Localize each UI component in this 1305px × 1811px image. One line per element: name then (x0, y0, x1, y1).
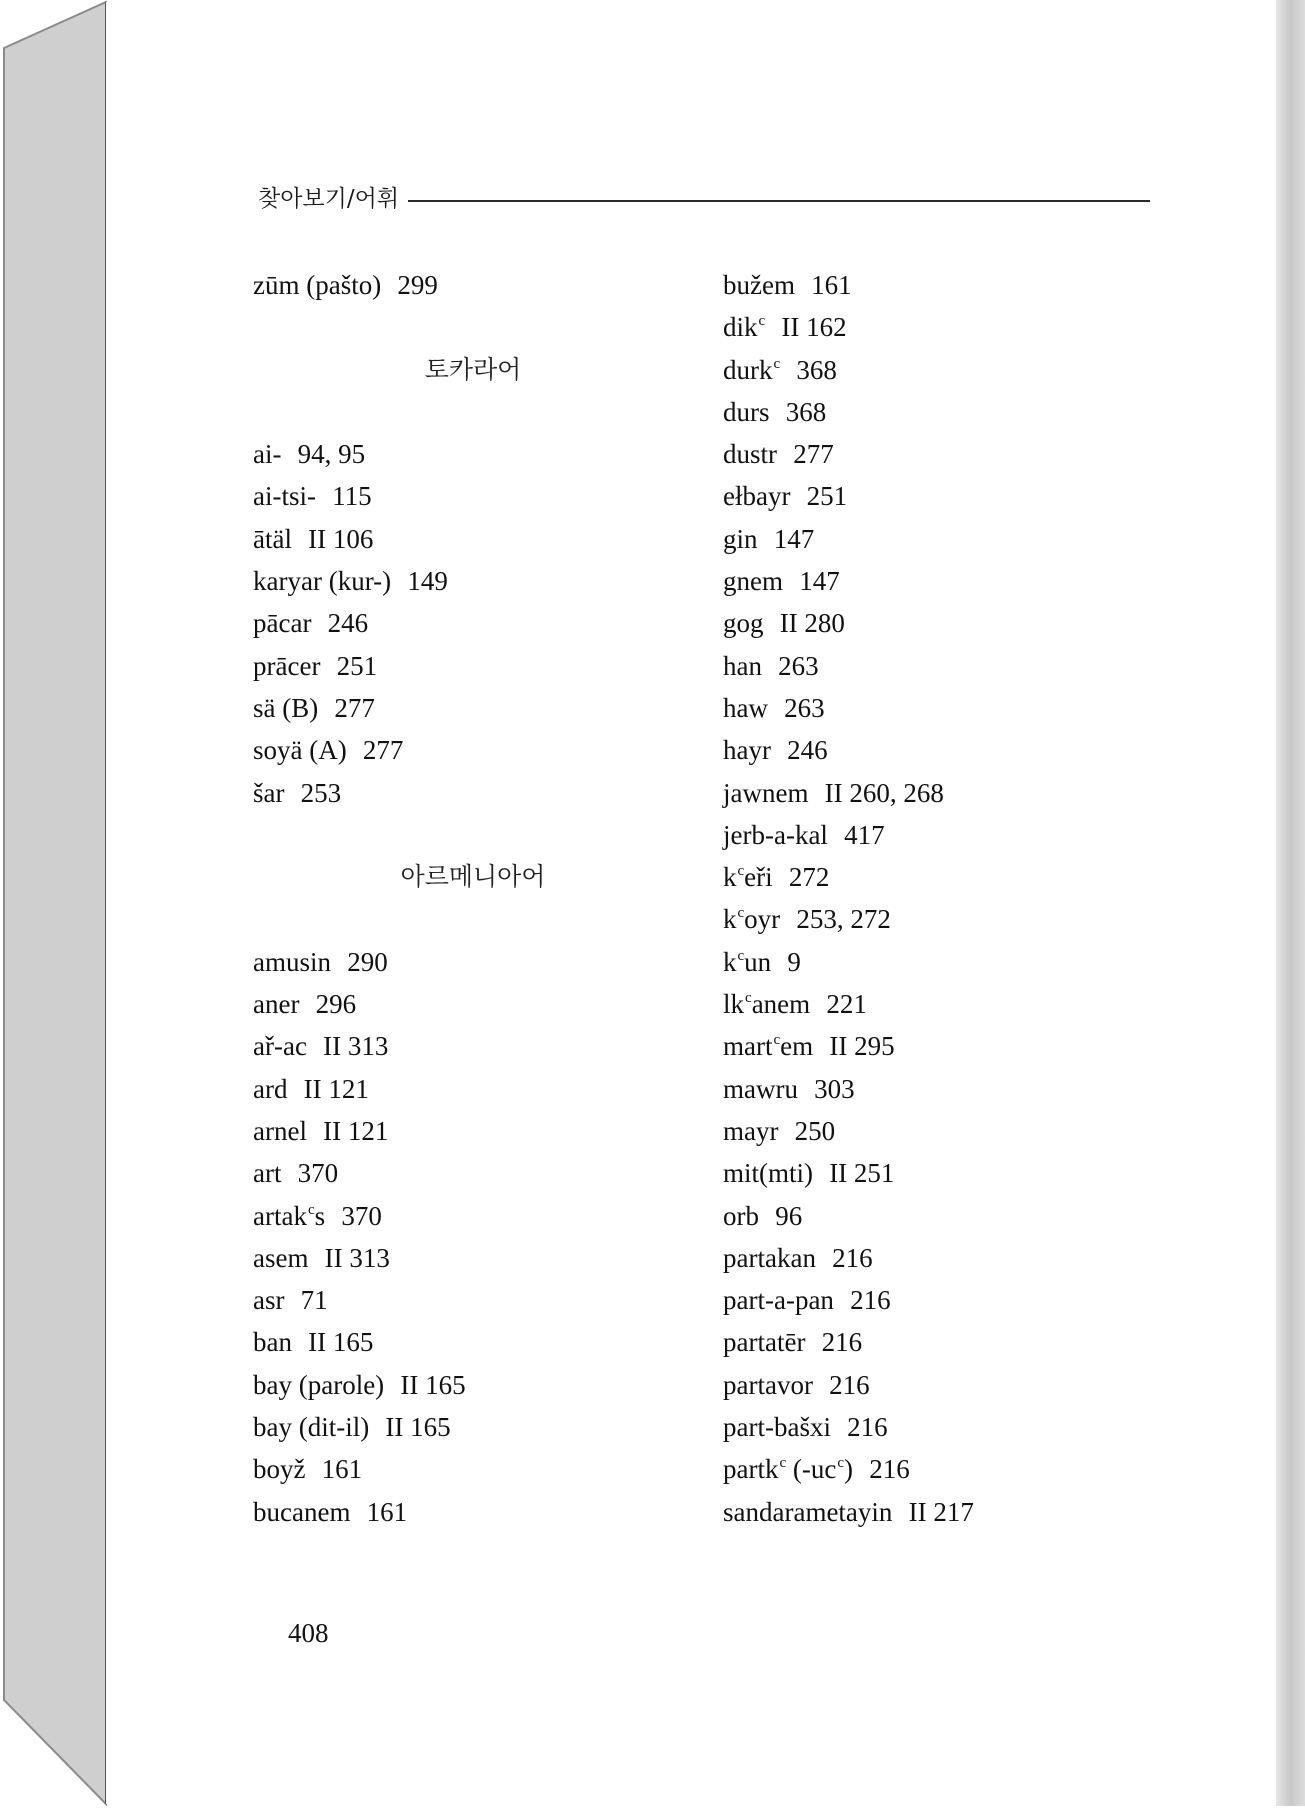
index-entry (723, 1321, 1163, 1363)
page-reference: 149 (407, 566, 448, 597)
entry-word (723, 270, 795, 300)
entry-word (723, 778, 808, 808)
entry-word-text: soyä (A) (253, 735, 347, 766)
superscript-mark: c (837, 1455, 845, 1472)
index-entry (723, 560, 1163, 602)
page-reference: 161 (321, 1454, 363, 1485)
superscript-mark: c (307, 1201, 315, 1218)
index-entry (723, 1152, 1163, 1194)
entry-word-tail: em (780, 1031, 814, 1062)
page-reference: 417 (844, 819, 885, 850)
index-entry (253, 1110, 693, 1152)
entry-word (723, 904, 780, 934)
index-entry (253, 518, 693, 560)
entry-word (253, 1116, 307, 1146)
index-entry (253, 264, 693, 306)
entry-word (723, 989, 810, 1019)
entry-word-text: partk (723, 1454, 779, 1485)
entry-word-text: bucanem (253, 1496, 351, 1527)
entry-word-tail: s (314, 1200, 326, 1231)
entry-word (723, 439, 777, 469)
index-entry (723, 1195, 1163, 1237)
entry-word-text: gog (723, 608, 764, 639)
page-reference: 94, 95 (297, 439, 366, 470)
page-reference: 299 (397, 270, 438, 300)
entry-word (723, 397, 770, 427)
index-entry (253, 772, 693, 814)
index-entry (723, 264, 1163, 306)
index-entry (723, 856, 1163, 898)
index-entry (723, 1025, 1163, 1067)
blank-line (253, 814, 693, 856)
index-entry (253, 433, 693, 475)
index-entry (723, 475, 1163, 517)
index-entry (253, 729, 693, 771)
page-reference: II 165 (400, 1369, 466, 1400)
entry-word (253, 1243, 308, 1273)
index-entry (723, 729, 1163, 771)
index-entry (723, 1448, 1163, 1490)
index-entry (253, 1491, 693, 1533)
entry-word (253, 989, 299, 1019)
index-entry (253, 983, 693, 1025)
page-reference: 147 (799, 566, 840, 597)
index-entry (723, 941, 1163, 983)
page-reference: 216 (847, 1412, 888, 1443)
index-entry (723, 602, 1163, 644)
page-reference: 303 (814, 1073, 855, 1104)
page-reference: II 260, 268 (824, 777, 944, 808)
page-reference: 216 (821, 1327, 863, 1358)
entry-word-tail: (-uc (786, 1454, 837, 1485)
entry-word-text: ard (253, 1073, 288, 1104)
entry-word (253, 1158, 281, 1188)
entry-word-text: part-bašxi (723, 1412, 831, 1443)
page-right-edge (1276, 0, 1305, 1806)
entry-word-tail: un (744, 946, 772, 977)
page-reference: 216 (869, 1454, 910, 1485)
page-reference: II 313 (324, 1242, 390, 1273)
page-reference: II 217 (908, 1496, 974, 1527)
page-number: 408 (288, 1618, 329, 1648)
index-entry (723, 814, 1163, 856)
entry-word-text: ełbayr (723, 481, 791, 512)
entry-word-text: bay (dit-il) (253, 1412, 370, 1443)
page-reference: 251 (336, 650, 378, 681)
entry-word (253, 1031, 307, 1061)
page-reference: 216 (832, 1242, 873, 1273)
index-entry (253, 1364, 693, 1406)
entry-word-text: lk (723, 989, 745, 1020)
page-reference: 221 (826, 989, 867, 1020)
entry-word-text: dustr (723, 439, 777, 470)
index-entry (253, 1152, 693, 1194)
entry-word (253, 1370, 384, 1400)
index-entry (253, 1448, 693, 1490)
page-reference: 253, 272 (796, 904, 891, 935)
entry-word-text: partavor (723, 1369, 813, 1400)
entry-word-text: durk (723, 354, 773, 385)
entry-word-text: partakan (723, 1242, 816, 1273)
entry-word-text: part-a-pan (723, 1285, 834, 1316)
entry-word-text: šar (253, 777, 285, 808)
header-rule (408, 200, 1150, 202)
entry-word-text: k (723, 862, 737, 893)
entry-word (253, 270, 381, 300)
entry-word-text: hayr (723, 735, 771, 766)
entry-word-text: boyž (253, 1454, 306, 1485)
page-reference: 296 (315, 989, 357, 1020)
entry-word (723, 1454, 853, 1484)
entry-word-text: ātäl (253, 523, 292, 554)
entry-word-text: artak (253, 1200, 307, 1231)
page-reference: II 106 (308, 523, 374, 554)
page-reference: 9 (787, 946, 801, 977)
entry-word (253, 947, 331, 977)
entry-word-text: mart (723, 1031, 773, 1062)
entry-word-text: sandarametayin (723, 1496, 893, 1527)
running-header (258, 180, 1150, 220)
blank-line (253, 306, 693, 348)
page-reference: 253 (300, 777, 342, 808)
entry-word-tail: eři (744, 862, 773, 893)
page-reference: 246 (327, 608, 369, 639)
page-reference: II 251 (829, 1158, 895, 1189)
entry-word (723, 312, 765, 342)
entry-word-text: asr (253, 1285, 285, 1316)
entry-word-text: partatēr (723, 1327, 806, 1358)
entry-word (253, 651, 320, 681)
entry-word (253, 1412, 369, 1442)
superscript-mark: c (773, 355, 781, 372)
entry-word (723, 1031, 813, 1061)
index-entry (723, 1364, 1163, 1406)
superscript-mark: c (745, 990, 752, 1007)
index-entry (723, 1491, 1163, 1533)
entry-word (723, 1412, 831, 1442)
entry-word (253, 778, 284, 808)
entry-word-text: jerb-a-kal (723, 819, 828, 850)
page-reference: II 121 (323, 1115, 389, 1146)
index-entry (723, 306, 1163, 348)
page-reference: 277 (334, 692, 375, 723)
page-reference: 263 (778, 650, 819, 681)
entry-word (723, 862, 773, 892)
index-entry (723, 518, 1163, 560)
entry-word-text: bay (parole) (253, 1369, 385, 1400)
entry-word (723, 1116, 778, 1146)
entry-word-text: bužem (723, 270, 795, 300)
page-reference: 290 (347, 946, 388, 977)
entry-word-text: gin (723, 523, 758, 554)
index-entry (723, 645, 1163, 687)
page-reference: 216 (829, 1369, 870, 1400)
entry-word (723, 566, 783, 596)
entry-word-text: art (253, 1158, 282, 1189)
entry-word-text: orb (723, 1200, 759, 1231)
page-reference: II 280 (779, 608, 845, 639)
index-entry (253, 1068, 693, 1110)
entry-word (253, 693, 318, 723)
index-entry (253, 1195, 693, 1237)
blank-line (253, 391, 693, 433)
entry-word (253, 735, 347, 765)
index-entry (253, 645, 693, 687)
entry-word-text: arnel (253, 1115, 307, 1146)
index-column-left (253, 264, 693, 1533)
entry-word (253, 524, 292, 554)
section-heading: 토카라어 (424, 354, 522, 384)
entry-word-text: sä (B) (253, 692, 319, 723)
index-entry (723, 349, 1163, 391)
page-reference: 277 (793, 439, 834, 470)
page-reference: II 121 (303, 1073, 369, 1104)
superscript-mark: c (758, 313, 766, 330)
superscript-mark: c (779, 1455, 787, 1472)
entry-word (723, 1327, 805, 1357)
entry-word-text: zūm (pašto) (253, 270, 382, 300)
index-entry (723, 391, 1163, 433)
page-reference: 277 (362, 735, 404, 766)
entry-word (723, 1497, 892, 1527)
entry-word-text: gnem (723, 566, 783, 597)
entry-word (723, 1285, 834, 1315)
entry-word-text: ař-ac (253, 1031, 307, 1062)
entry-word-text: han (723, 650, 762, 681)
index-entry (253, 602, 693, 644)
entry-word-text: durs (723, 396, 770, 427)
entry-word (723, 1074, 798, 1104)
index-entry (723, 433, 1163, 475)
index-entry (253, 1025, 693, 1067)
page-reference: 216 (850, 1285, 891, 1316)
index-entry (723, 772, 1163, 814)
index-entry (723, 1068, 1163, 1110)
entry-word-text: amusin (253, 946, 331, 977)
index-entry (253, 475, 693, 517)
entry-word (253, 608, 311, 638)
page-reference: 251 (806, 481, 848, 512)
entry-word-text: dik (723, 312, 758, 343)
page-reference: 272 (788, 862, 830, 893)
entry-word (253, 1201, 325, 1231)
page-reference: 161 (811, 270, 852, 300)
page-reference: 370 (341, 1200, 382, 1231)
entry-word (253, 481, 316, 511)
index-entry (253, 560, 693, 602)
entry-word (723, 608, 764, 638)
entry-word-text: k (723, 904, 737, 935)
entry-word-text: aner (253, 989, 300, 1020)
superscript-mark: c (773, 1032, 781, 1049)
page-reference: 96 (775, 1200, 803, 1231)
page-reference: II 162 (781, 312, 847, 343)
entry-word (253, 566, 391, 596)
page-reference: II 295 (829, 1031, 895, 1062)
index-entry (253, 687, 693, 729)
header-title: 찾아보기/어휘 (258, 186, 400, 212)
entry-word-text: k (723, 946, 737, 977)
entry-word-text: ban (253, 1327, 292, 1358)
entry-word-text: ai- (253, 439, 282, 470)
entry-word (253, 1074, 287, 1104)
entry-word-text: haw (723, 692, 768, 723)
entry-word (723, 1201, 759, 1231)
entry-word (723, 735, 771, 765)
entry-word-text: mawru (723, 1073, 798, 1104)
entry-word (723, 355, 780, 385)
entry-word-text: karyar (kur-) (253, 566, 392, 597)
index-entry (253, 1321, 693, 1363)
page-reference: 370 (297, 1158, 339, 1189)
entry-word (253, 1454, 305, 1484)
entry-word-text: jawnem (723, 777, 809, 808)
entry-word (253, 1497, 350, 1527)
page-reference: II 313 (323, 1031, 389, 1062)
page-reference: 263 (784, 692, 825, 723)
index-entry (723, 898, 1163, 940)
entry-word (723, 820, 828, 850)
page-reference: 368 (796, 354, 837, 385)
entry-word-text: mit(mti) (723, 1158, 813, 1189)
index-column-right (723, 264, 1163, 1533)
entry-word (253, 439, 281, 469)
page-reference: 250 (794, 1115, 836, 1146)
index-entry (253, 1237, 693, 1279)
entry-word-text: asem (253, 1242, 309, 1273)
index-entry (723, 1406, 1163, 1448)
entry-word (723, 693, 768, 723)
superscript-mark: c (737, 905, 745, 922)
superscript-mark: c (737, 863, 745, 880)
section-heading: 아르메니아어 (400, 862, 546, 892)
page-reference: II 165 (308, 1327, 374, 1358)
entry-word (723, 1243, 816, 1273)
entry-word-text: prācer (253, 650, 321, 681)
index-entry (723, 1110, 1163, 1152)
index-entry (723, 1237, 1163, 1279)
blank-line (253, 898, 693, 940)
entry-word (723, 1158, 813, 1188)
entry-word (723, 524, 758, 554)
index-entry (723, 983, 1163, 1025)
entry-word (723, 947, 771, 977)
index-entry (253, 1406, 693, 1448)
page-reference: 71 (300, 1285, 328, 1316)
entry-word-text: mayr (723, 1115, 779, 1146)
entry-word-text: pācar (253, 608, 312, 639)
index-entry (253, 1279, 693, 1321)
entry-word-text: ai-tsi- (253, 481, 316, 512)
entry-word (723, 651, 762, 681)
entry-word (253, 1327, 292, 1357)
page-reference: 147 (773, 523, 815, 554)
entry-word-tail: ) (844, 1454, 854, 1485)
index-entry (723, 1279, 1163, 1321)
entry-word (253, 1285, 284, 1315)
page-reference: II 165 (385, 1412, 451, 1443)
page-reference: 368 (785, 396, 827, 427)
index-entry (723, 687, 1163, 729)
page-reference: 246 (787, 735, 828, 766)
entry-word (723, 481, 790, 511)
index-entry (253, 941, 693, 983)
page-reference: 161 (366, 1496, 408, 1527)
entry-word-tail: oyr (744, 904, 781, 935)
entry-word (723, 1370, 813, 1400)
page-reference: 115 (332, 481, 372, 512)
entry-word-tail: anem (751, 989, 811, 1020)
superscript-mark: c (737, 947, 745, 964)
